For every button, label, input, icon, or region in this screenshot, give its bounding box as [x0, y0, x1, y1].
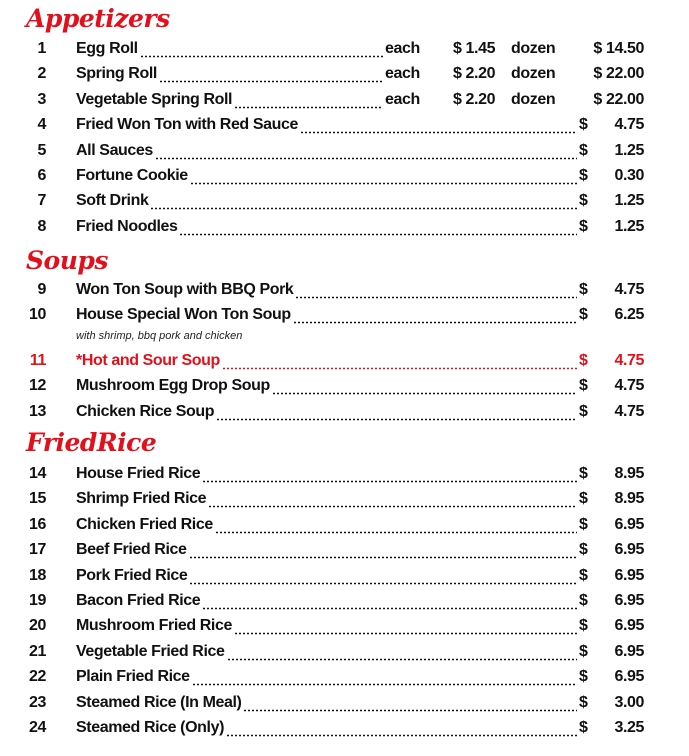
dozen-label: dozen [511, 90, 556, 108]
item-name: Chicken Fried Rice [76, 515, 213, 533]
currency-symbol: $ [579, 402, 588, 420]
menu-item [0, 218, 689, 242]
item-name: Soft Drink [76, 192, 149, 210]
item-price: 3.25 [614, 719, 644, 736]
currency-symbol: $ [579, 377, 588, 395]
unit-label: each [385, 90, 420, 108]
item-number: 5 [37, 141, 46, 159]
section-heading: Soups [26, 246, 108, 275]
price-group [429, 65, 689, 83]
item-name: Vegetable Fried Rice [76, 642, 225, 660]
menu-item [0, 40, 689, 64]
item-price: 6.25 [614, 306, 644, 324]
item-number: 23 [29, 693, 46, 711]
menu-item [0, 516, 689, 540]
currency-symbol: $ [579, 351, 588, 369]
item-price: 6.95 [614, 642, 644, 660]
item-number: 6 [37, 167, 46, 184]
currency-symbol: $ [579, 617, 588, 635]
item-number: 20 [29, 617, 46, 635]
unit-price: $ 2.20 [453, 65, 496, 83]
item-number: 4 [37, 116, 46, 134]
menu-item [0, 403, 689, 427]
dot-leader [293, 321, 577, 324]
dot-leader [234, 106, 383, 109]
dot-leader [202, 480, 577, 483]
item-name: Bacon Fried Rice [76, 592, 201, 609]
dot-leader [215, 531, 577, 534]
currency-symbol: $ [579, 167, 588, 184]
item-number: 22 [29, 668, 46, 686]
menu-item [0, 541, 689, 565]
item-price: 6.95 [614, 515, 644, 533]
unit-price: $ 1.45 [453, 40, 496, 57]
item-price: 3.00 [614, 693, 644, 711]
dot-leader [222, 367, 577, 370]
dot-leader [150, 207, 577, 210]
currency-symbol: $ [579, 141, 588, 159]
currency-symbol: $ [579, 541, 588, 559]
currency-symbol: $ [579, 490, 588, 508]
dot-leader [295, 296, 577, 299]
menu-item [0, 719, 689, 743]
item-price: 4.75 [614, 281, 644, 298]
item-note: with shrimp, bbq pork and chicken [76, 329, 243, 342]
item-number: 9 [37, 281, 46, 298]
item-name: Mushroom Fried Rice [76, 617, 232, 635]
menu-item [0, 668, 689, 692]
item-name: Egg Roll [76, 40, 138, 57]
dot-leader [189, 582, 577, 585]
item-name: Won Ton Soup with BBQ Pork [76, 281, 294, 298]
item-number: 11 [29, 351, 46, 369]
item-number: 12 [29, 377, 46, 395]
dot-leader [202, 607, 577, 610]
menu-item [0, 377, 689, 401]
item-price: 6.95 [614, 566, 644, 584]
currency-symbol: $ [579, 192, 588, 210]
item-number: 3 [37, 90, 46, 108]
menu-item [0, 65, 689, 89]
price-group [429, 40, 689, 58]
item-price: 6.95 [614, 617, 644, 635]
dot-leader [159, 80, 383, 83]
item-price: 6.95 [614, 668, 644, 686]
unit-label: each [385, 40, 420, 57]
item-name: House Fried Rice [76, 465, 201, 482]
item-number: 2 [37, 65, 46, 83]
item-name: Vegetable Spring Roll [76, 90, 233, 108]
dot-leader [234, 632, 577, 635]
item-price: 4.75 [614, 116, 644, 134]
item-price: 6.95 [614, 541, 644, 559]
item-number: 7 [37, 192, 46, 210]
dozen-label: dozen [511, 40, 556, 57]
item-name: Fried Noodles [76, 217, 178, 235]
dot-leader [272, 392, 577, 395]
item-number: 13 [29, 402, 46, 420]
item-price: 1.25 [614, 141, 644, 159]
menu-item [0, 91, 689, 115]
item-number: 17 [29, 541, 46, 559]
item-number: 14 [29, 465, 46, 482]
item-name: Steamed Rice (In Meal) [76, 693, 242, 711]
item-name: Spring Roll [76, 65, 157, 83]
item-price: 4.75 [614, 402, 644, 420]
item-name: Pork Fried Rice [76, 566, 188, 584]
dozen-price: $ 22.00 [593, 90, 644, 108]
currency-symbol: $ [579, 719, 588, 736]
section-heading: Appetizers [26, 4, 170, 33]
item-number: 24 [29, 719, 46, 736]
item-number: 15 [29, 490, 46, 508]
item-price: 8.95 [614, 465, 644, 482]
dot-leader [189, 556, 578, 559]
menu-item [0, 617, 689, 641]
item-number: 8 [37, 217, 46, 235]
dot-leader [179, 233, 577, 236]
menu-item [0, 567, 689, 591]
item-number: 19 [29, 592, 46, 609]
item-number: 16 [29, 515, 46, 533]
dozen-price: $ 22.00 [593, 65, 644, 83]
dozen-label: dozen [511, 65, 556, 83]
currency-symbol: $ [579, 116, 588, 134]
dot-leader [190, 182, 577, 185]
item-price: 1.25 [614, 217, 644, 235]
dot-leader [155, 157, 577, 160]
price-group [429, 91, 689, 109]
menu-item [0, 490, 689, 514]
item-price: 4.75 [614, 377, 644, 395]
item-name: Fortune Cookie [76, 167, 188, 184]
item-name: Steamed Rice (Only) [76, 719, 225, 736]
dot-leader [300, 131, 577, 134]
currency-symbol: $ [579, 306, 588, 324]
currency-symbol: $ [579, 515, 588, 533]
menu-item [0, 643, 689, 667]
currency-symbol: $ [579, 566, 588, 584]
currency-symbol: $ [579, 642, 588, 660]
item-name: Plain Fried Rice [76, 668, 190, 686]
currency-symbol: $ [579, 693, 588, 711]
menu-item [0, 694, 689, 718]
item-name: Mushroom Egg Drop Soup [76, 377, 270, 395]
item-number: 10 [29, 306, 46, 324]
item-name: Fried Won Ton with Red Sauce [76, 116, 298, 134]
dot-leader [243, 709, 577, 712]
currency-symbol: $ [579, 668, 588, 686]
item-price: 6.95 [614, 592, 644, 609]
menu-item [0, 167, 689, 191]
item-number: 21 [29, 642, 46, 660]
menu-item [0, 465, 689, 489]
dot-leader [226, 734, 577, 737]
menu-item [0, 306, 689, 330]
dot-leader [216, 418, 577, 421]
item-name: *Hot and Sour Soup [76, 351, 220, 369]
currency-symbol: $ [579, 465, 588, 482]
currency-symbol: $ [579, 281, 588, 298]
dot-leader [192, 683, 577, 686]
menu-item [0, 592, 689, 616]
menu-item [0, 192, 689, 216]
dot-leader [227, 658, 577, 661]
menu-item [0, 142, 689, 166]
dot-leader [140, 55, 383, 58]
item-price: 8.95 [614, 490, 644, 508]
dozen-price: $ 14.50 [593, 40, 644, 57]
item-name: House Special Won Ton Soup [76, 306, 291, 324]
item-name: Shrimp Fried Rice [76, 490, 207, 508]
item-name: Beef Fried Rice [76, 541, 187, 559]
currency-symbol: $ [579, 217, 588, 235]
item-price: 1.25 [614, 192, 644, 210]
section-heading: FriedRice [26, 428, 157, 457]
item-number: 18 [29, 566, 46, 584]
item-price: 4.75 [614, 351, 644, 369]
currency-symbol: $ [579, 592, 588, 609]
item-number: 1 [37, 40, 46, 57]
menu-item [0, 116, 689, 140]
item-name: All Sauces [76, 141, 153, 159]
menu-item [0, 281, 689, 305]
item-name: Chicken Rice Soup [76, 402, 215, 420]
item-price: 0.30 [614, 167, 644, 184]
unit-price: $ 2.20 [453, 90, 496, 108]
dot-leader [208, 505, 577, 508]
menu-item [0, 352, 689, 376]
unit-label: each [385, 65, 420, 83]
